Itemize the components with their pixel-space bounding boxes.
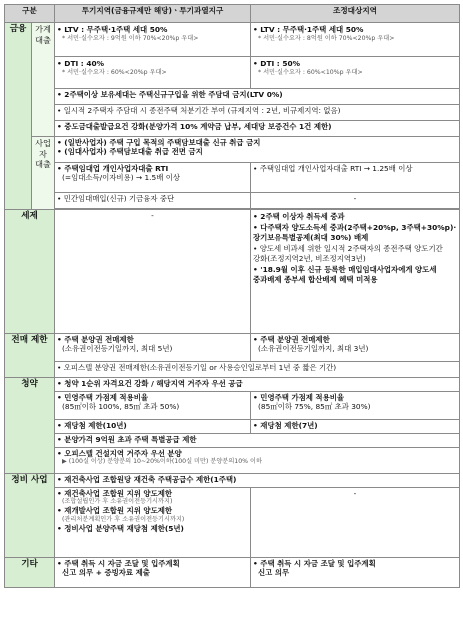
ltv-left-cell [55,23,251,57]
special-supply-limit: • 분양가격 9억원 초과 주택 특별공급 제한 [55,434,460,448]
dti-left-note: * 서민·실수요자 : 60%<20%p 우대> [62,69,167,77]
dti-right-note: * 서민·실수요자 : 60%<10%p 우대> [258,69,363,77]
regulation-table [4,4,460,588]
rental-business-ban: • (임대사업자) 주택담보대출 취급 전면 금지 [57,147,203,157]
point-system-right-cell [251,392,460,420]
ltv-left: • LTV : 무주택·1주택 세대 50% [57,25,168,34]
general-business-ban: • (일반사업자) 주택 구입 목적의 주택담보대출 신규 취급 금지 [57,138,261,147]
rti-left: • 주택임대업 개인사업자대출 RTI [57,164,169,173]
private-rental-fund-stop: • 민간임대매입(신규) 기금융자 중단 [55,193,251,209]
rti-left-sub: (=임대소득/이자비용) → 1.5배 이상 [62,173,180,183]
resale-left-sub: (소유권이전등기일까지, 최대 5년) [62,344,173,354]
acquisition-tax-surcharge: • 2주택 이상자 취득세 중과 [253,212,345,221]
rti-left-cell [55,163,251,193]
private-rental-right: - [251,193,460,209]
ltv-right-note: * 서민·실수요자 : 8억원 이하 70%<20%p 우대> [258,35,395,43]
dti-right-cell [251,57,460,89]
point-system-left-cell [55,392,251,420]
ltv-right: • LTV : 무주택·1주택 세대 50% [253,25,364,34]
funding-plan-right-sub: 신고 의무 [258,568,290,578]
category-finance: 금융 [5,23,32,210]
header-adjustment-zone: 조정대상지역 [251,5,460,23]
rewin-limit-right: • 재당첨 제한(7년) [251,420,460,434]
document-page [0,4,463,623]
rewin-limit-left: • 재당첨 제한(10년) [55,420,251,434]
category-redevelopment: 정비 사업 [5,474,55,558]
multi-house-loan-ban: • 2주택이상 보유세대는 주택신규구입을 위한 주담대 금지(LTV 0%) [55,89,460,105]
funding-plan-left: • 주택 취득 시 자금 조달 및 입주계획 [57,559,180,568]
redevelopment-transfer-limit: • 재개발사업 조합원 지위 양도제한 [57,506,172,516]
category-subscription: 청약 [5,378,55,474]
business-loan-bans [55,137,460,163]
resale-left: • 주택 분양권 전매제한 [57,335,134,344]
reconstruction-transfer-limit: • 재건축사업 조합원 지위 양도제한 [57,489,172,498]
funding-plan-left-sub: 신고 의무 + 증빙자료 제출 [62,568,150,578]
other-left-cell [55,558,251,588]
officetel-priority-cell [55,448,460,474]
tax-left: - [55,210,251,334]
redevelopment-right: - [251,488,460,558]
other-right-cell [251,558,460,588]
temporary-two-house-rule: • 일시적 2주택자 주담대 시 종전주택 처분기간 부여 (규제지역 : 2년, 비규제지역: 없음) [55,105,460,121]
reconstruction-transfer-note: (조합설립인가 후 소유권이전등기시까지) [62,498,173,506]
redevelopment-left-cell [55,488,251,558]
interim-loan-requirement: • 중도금대출발급요건 강화(분양가격 10% 계약금 납부, 세대당 보증건수 1건 제한) [55,121,460,137]
reconstruction-supply-limit: • 재건축사업 조합원당 재건축 주택공급수 제한(1주택) [55,474,460,488]
funding-plan-right: • 주택 취득 시 자금 조달 및 입주계획 [253,559,376,568]
point-system-left-sub: (85㎡이하 100%, 85㎡ 초과 50%) [62,402,180,412]
header-speculation-zone: 투기지역(금융규제만 해당)ㆍ투기과열지구 [55,5,251,23]
rental-business-tax-benefit: • '18.9월 이후 신규 등록한 매입임대사업자에게 양도세 중과배제 종부세 합산배제 혜택 미적용 [253,265,437,284]
header-category: 구분 [5,5,55,23]
subcategory-business-loan: 사업자 대출 [32,137,55,210]
first-priority-requirement: • 청약 1순위 자격요건 강화 / 해당지역 거주자 우선 공급 [55,378,460,392]
officetel-priority: • 오피스텔 건설지역 거주자 우선 분양 [57,449,182,458]
dti-right: • DTI : 50% [253,59,301,68]
resale-left-cell [55,334,251,362]
point-system-right-sub: (85㎡이하 75%, 85㎡ 초과 30%) [258,402,371,412]
category-resale-limit: 전매 제한 [5,334,55,378]
point-system-right: • 민영주택 가점제 적용비율 [253,393,344,402]
resale-right-cell [251,334,460,362]
ltv-right-cell [251,23,460,57]
officetel-resale-limit: • 오피스텔 분양권 전매제한(소유권이전등기일 or 사용승인일로부터 1년 중 짧은 기간) [55,362,460,378]
tax-right-cell [251,210,460,334]
category-tax: 세제 [5,210,55,334]
temporary-two-house-tax: • 양도세 비과세 위한 일시적 2주택자의 종전주택 양도기간 강화(조정지역2년, 비조정지역3년) [253,244,443,263]
transfer-tax-surcharge: • 다주택자 양도소득세 중과(2주택+20%p, 3주택+30%p)·장기보유특별공제(최대 30%) 배제 [253,223,457,242]
resale-right-sub: (소유권이전등기일까지, 최대 3년) [258,344,369,354]
subcategory-household-loan: 가계 대출 [32,23,55,137]
category-other: 기타 [5,558,55,588]
redevelopment-transfer-note: (관리처분계획인가 후 소유권이전등기시까지) [62,515,185,523]
header-row [5,5,460,23]
point-system-left: • 민영주택 가점제 적용비율 [57,393,148,402]
redevelopment-rewin-limit: • 정비사업 분양주택 재당첨 제한(5년) [57,523,184,533]
dti-left-cell [55,57,251,89]
resale-right: • 주택 분양권 전매제한 [253,335,330,344]
dti-left: • DTI : 40% [57,59,105,68]
officetel-priority-sub: ▶ (100실 이상) 분양분의 10~20%이하(100실 미만) 분양분의10% 이하 [62,458,262,466]
ltv-left-note: * 서민·실수요자 : 9억원 이하 70%<20%p 우대> [62,35,199,43]
rti-right: • 주택임대업 개인사업자대출 RTI → 1.25배 이상 [251,163,460,193]
